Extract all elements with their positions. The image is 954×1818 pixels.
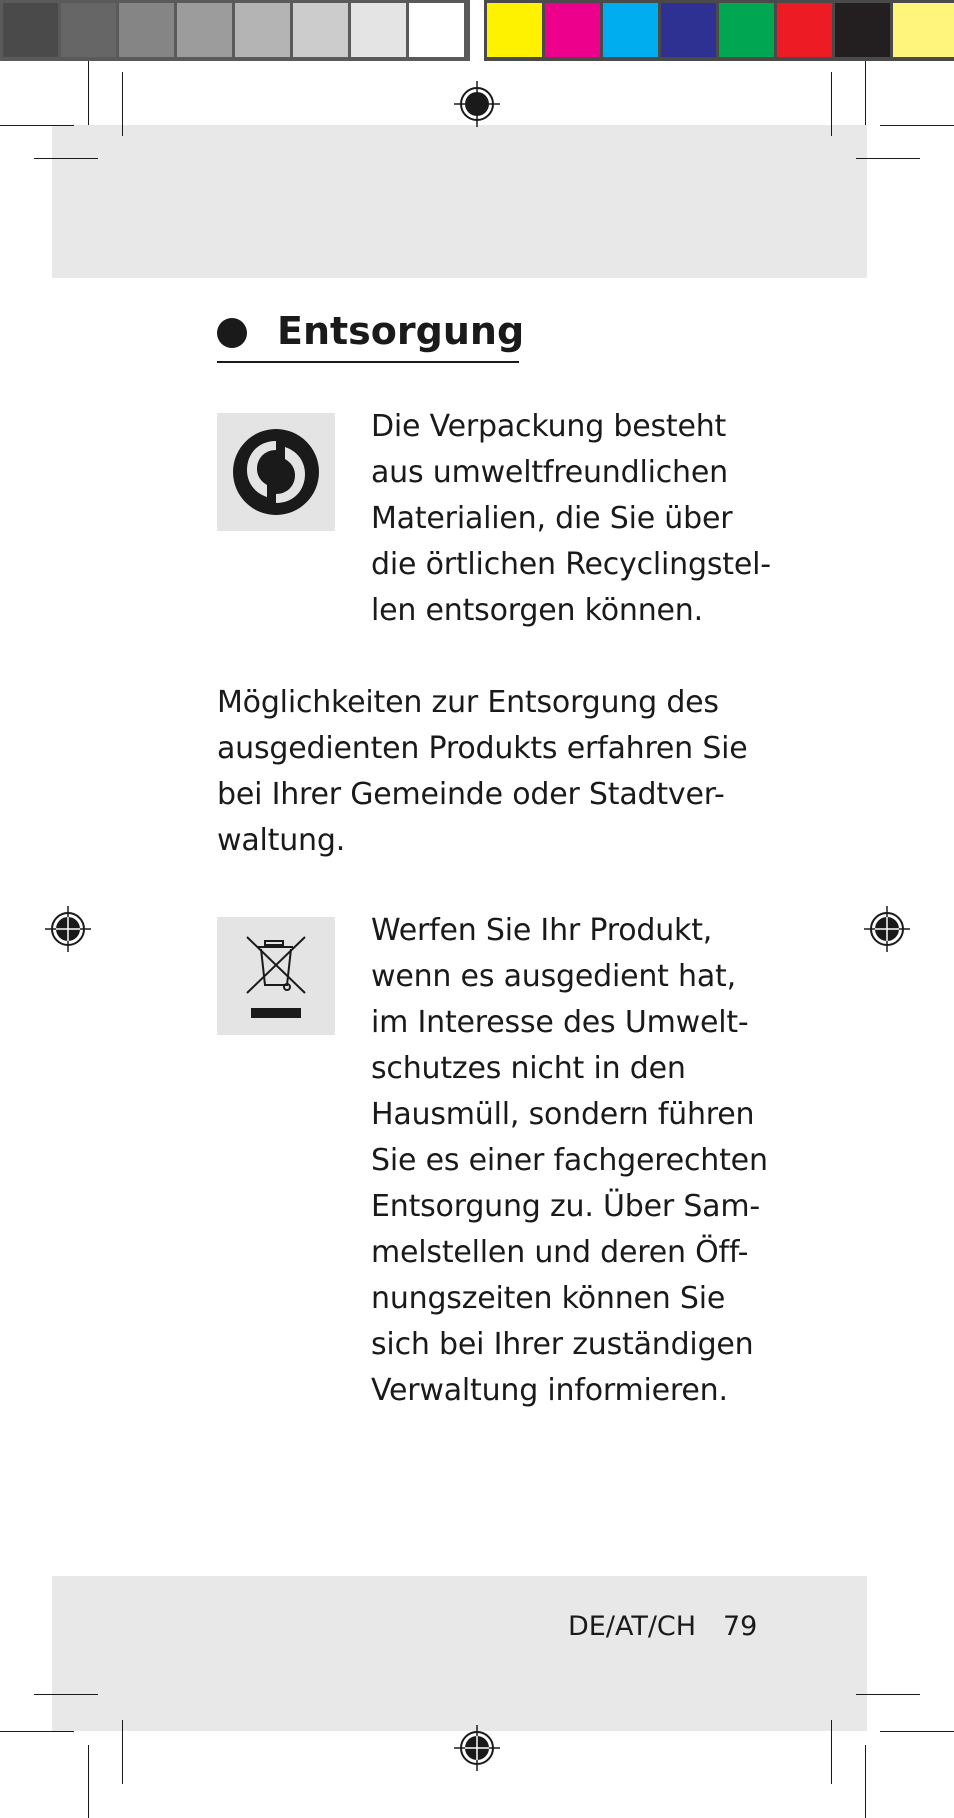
page-number: 79 <box>723 1611 758 1642</box>
header-band <box>52 125 867 278</box>
process-color-swatch <box>603 3 658 57</box>
gray-swatch <box>351 3 406 57</box>
crop-mark <box>865 61 866 125</box>
crop-mark <box>88 1745 89 1818</box>
crop-mark <box>34 158 98 159</box>
crop-mark <box>122 72 123 136</box>
crop-mark <box>0 125 74 126</box>
weee-icon-box <box>217 917 335 1035</box>
registration-mark-icon <box>454 81 500 127</box>
recycling-icon-box <box>217 413 335 531</box>
gray-swatch <box>293 3 348 57</box>
crop-mark <box>880 125 954 126</box>
filled-circle-icon <box>217 318 247 348</box>
registration-mark-icon <box>45 906 91 952</box>
crop-mark <box>88 61 89 125</box>
gray-swatch <box>409 3 464 57</box>
crop-mark <box>831 1720 832 1784</box>
footer-band <box>52 1576 867 1731</box>
gray-swatch <box>119 3 174 57</box>
gray-swatch <box>61 3 116 57</box>
gray-swatch <box>235 3 290 57</box>
crop-mark <box>856 158 920 159</box>
process-color-swatch <box>545 3 600 57</box>
registration-mark-icon <box>864 906 910 952</box>
process-color-swatch <box>777 3 832 57</box>
page-title: Entsorgung <box>277 309 525 353</box>
title-underline <box>217 361 519 363</box>
crop-mark <box>865 1745 866 1818</box>
crop-mark <box>880 1731 954 1732</box>
weee-text: Werfen Sie Ihr Produkt, wenn es ausgedient hat, im Interesse des Umwelt- schutzes nicht in den Hausmüll, sondern führen Sie es einer fachgerechten Entsorgung zu. Über Sam- melstellen und deren Öff- nungszeiten können Sie sich bei Ihrer zuständigen Verwaltung informieren. <box>371 913 768 1408</box>
crop-mark <box>34 1694 98 1695</box>
process-color-swatch <box>835 3 890 57</box>
process-color-swatch <box>719 3 774 57</box>
green-dot-recycling-icon <box>217 413 335 531</box>
crop-mark <box>831 72 832 136</box>
registration-mark-icon <box>454 1725 500 1771</box>
gray-swatch <box>3 3 58 57</box>
crop-mark <box>122 1720 123 1784</box>
page-footer <box>560 1604 760 1650</box>
disposal-options-text: Möglichkeiten zur Entsorgung des ausgedienten Produkts erfahren Sie bei Ihrer Gemeinde oder Stadtver- waltung. <box>217 685 748 858</box>
packaging-text: Die Verpackung besteht aus umweltfreundlichen Materialien, die Sie über die örtlichen Recyclingstel- len entsorgen können. <box>371 409 771 628</box>
region-label: DE/AT/CH <box>568 1611 697 1642</box>
crop-mark <box>856 1694 920 1695</box>
gray-swatch <box>177 3 232 57</box>
crop-mark <box>0 1731 74 1732</box>
crossed-out-wheelie-bin-icon <box>217 917 335 1035</box>
process-color-swatch <box>893 3 954 57</box>
process-color-swatch <box>661 3 716 57</box>
process-color-swatch <box>487 3 542 57</box>
